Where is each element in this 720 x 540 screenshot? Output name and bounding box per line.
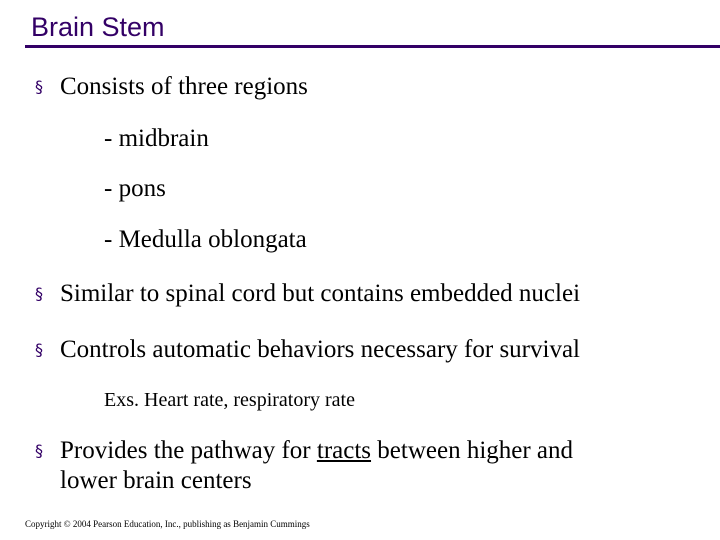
square-bullet-icon: § <box>35 77 43 96</box>
bullet-text: Controls automatic behaviors necessary for survival <box>60 336 580 363</box>
sub-item: Exs. Heart rate, respiratory rate <box>104 389 355 411</box>
tracts-term: tracts <box>316 437 372 464</box>
bullet-text: Similar to spinal cord but contains embedded nuclei <box>60 280 581 307</box>
bullet-item <box>35 436 705 498</box>
square-bullet-icon: § <box>35 441 43 460</box>
bullet-text: Consists of three regions <box>60 73 308 100</box>
sub-item: - pons <box>104 175 166 202</box>
title-divider <box>25 45 720 48</box>
copyright-footer: Copyright © 2004 Pearson Education, Inc., publishing as Benjamin Cummings <box>25 519 310 529</box>
square-bullet-icon: § <box>35 340 43 359</box>
sub-item: - midbrain <box>104 125 209 152</box>
bullet-text <box>60 436 700 496</box>
slide-title: Brain Stem <box>31 12 165 42</box>
bullet-text-part: between higher and <box>371 437 574 464</box>
square-bullet-icon: § <box>35 284 43 303</box>
bullet-text-part: lower brain centers <box>60 467 252 494</box>
bullet-text-part: Provides the pathway for <box>60 437 317 464</box>
sub-item: - Medulla oblongata <box>104 226 307 253</box>
